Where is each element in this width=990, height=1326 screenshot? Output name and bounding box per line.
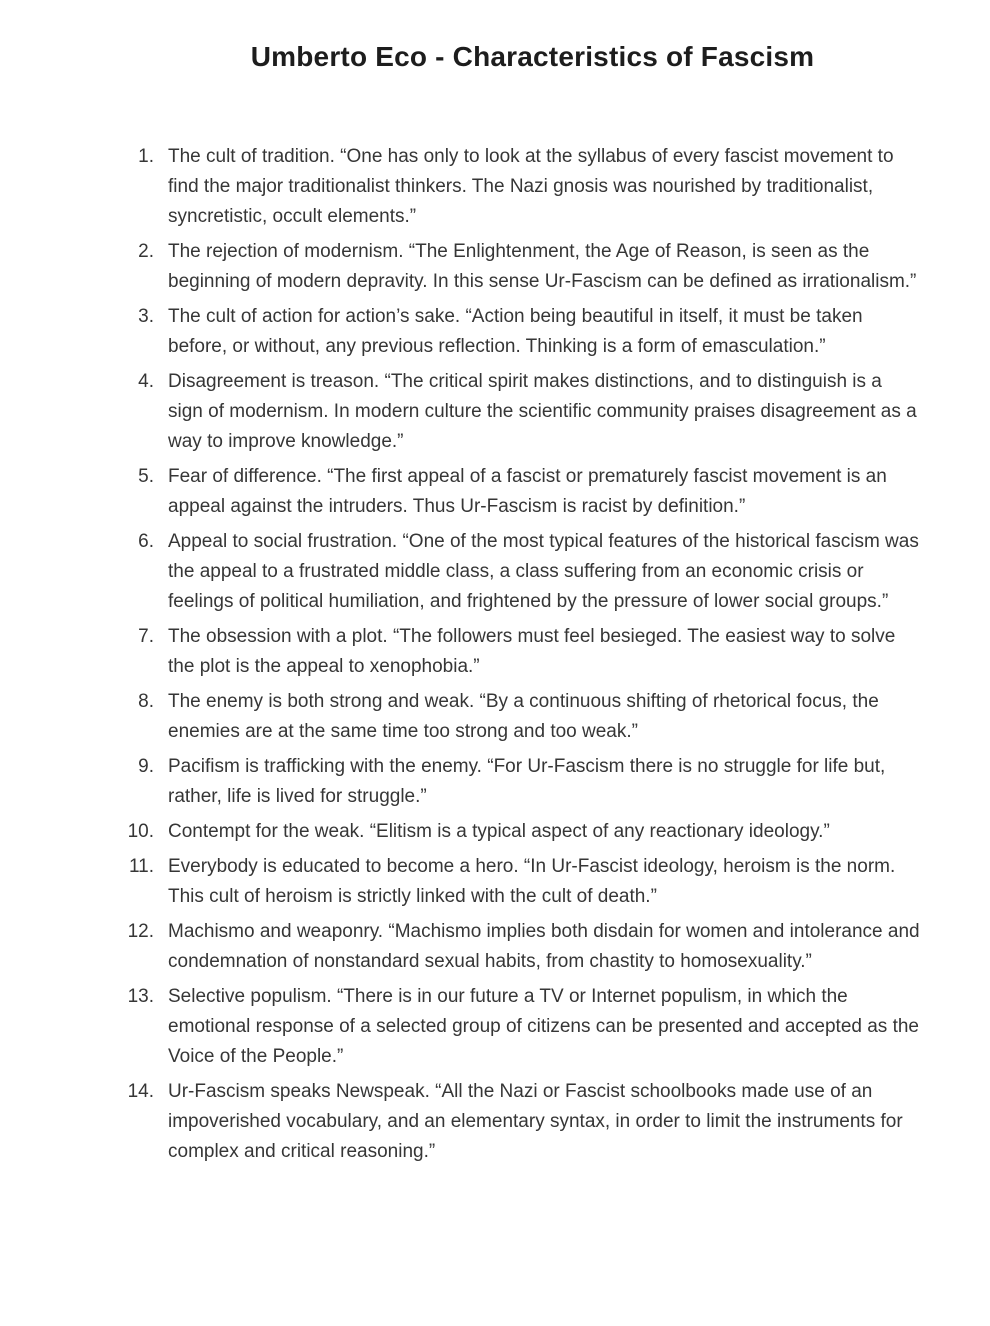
list-item-number: 8. (138, 691, 154, 712)
list-item-text: The cult of tradition. “One has only to look at the syllabus of every fascist movement to find the major traditionalist thinkers. The Nazi gnosis was nourished by traditionalist, syncretistic, occult elements.” (168, 146, 894, 227)
list-item (122, 142, 990, 232)
list-item (122, 462, 990, 522)
page-title: Umberto Eco - Characteristics of Fascism (250, 41, 815, 72)
list-item-number: 4. (138, 371, 154, 392)
list-item (122, 817, 990, 847)
list-item-text: Selective populism. “There is in our future a TV or Internet populism, in which the emotional response of a selected group of citizens can be presented and accepted as the Voice of the People.” (168, 986, 919, 1067)
list-item-number: 14. (127, 1081, 154, 1102)
list-item-text: Ur-Fascism speaks Newspeak. “All the Nazi or Fascist schoolbooks made use of an impoverished vocabulary, and an elementary syntax, in order to limit the instruments for complex and critical reasoning.” (168, 1081, 903, 1162)
list-item-number: 12. (127, 921, 154, 942)
list-item-text: Fear of difference. “The first appeal of a fascist or prematurely fascist movement is an appeal against the intruders. Thus Ur-Fascism is racist by definition.” (168, 466, 887, 517)
list-item-text: The enemy is both strong and weak. “By a continuous shifting of rhetorical focus, the enemies are at the same time too strong and too weak.” (168, 691, 879, 742)
list-item (122, 752, 990, 812)
list-item-number: 11. (128, 856, 154, 877)
list-item (122, 982, 990, 1072)
list-item-text: The rejection of modernism. “The Enlightenment, the Age of Reason, is seen as the beginning of modern depravity. In this sense Ur-Fascism can be defined as irrationalism.” (168, 241, 917, 292)
list-item (122, 302, 990, 362)
list-item (122, 917, 990, 977)
list-item-text: Pacifism is trafficking with the enemy. “For Ur-Fascism there is no struggle for life but, rather, life is lived for struggle.” (168, 756, 886, 807)
list-item (122, 367, 990, 457)
list-item-text: The obsession with a plot. “The followers must feel besieged. The easiest way to solve the plot is the appeal to xenophobia.” (168, 626, 896, 677)
list-item-number: 2. (138, 241, 154, 262)
list-item-number: 7. (138, 626, 154, 647)
list-item (122, 237, 990, 297)
list-item-number: 1. (138, 146, 154, 167)
list-item (122, 852, 990, 912)
list-item-text: Everybody is educated to become a hero. “In Ur-Fascist ideology, heroism is the norm. This cult of heroism is strictly linked with the cult of death.” (168, 856, 896, 907)
list-item-text: Machismo and weaponry. “Machismo implies both disdain for women and intolerance and condemnation of nonstandard sexual habits, from chastity to homosexuality.” (168, 921, 920, 972)
list-item-number: 3. (138, 306, 154, 327)
list-item-number: 6. (138, 531, 154, 552)
list-item-text: Appeal to social frustration. “One of the most typical features of the historical fascism was the appeal to a frustrated middle class, a class suffering from an economic crisis or feelings of political humiliation, and frightened by the pressure of lower social groups.” (168, 531, 919, 612)
numbered-list (0, 142, 990, 1167)
list-item (122, 527, 990, 617)
list-item (122, 687, 990, 747)
list-item-number: 13. (127, 986, 154, 1007)
list-item (122, 1077, 990, 1167)
list-item-text: Contempt for the weak. “Elitism is a typical aspect of any reactionary ideology.” (168, 821, 830, 842)
list-item-text: Disagreement is treason. “The critical spirit makes distinctions, and to distinguish is a sign of modernism. In modern culture the scientific community praises disagreement as a way to improve knowledge.” (168, 371, 917, 452)
list-item-number: 10. (127, 821, 154, 842)
list-item-number: 5. (138, 466, 154, 487)
list-item (122, 622, 990, 682)
list-item-text: The cult of action for action’s sake. “Action being beautiful in itself, it must be taken before, or without, any previous reflection. Thinking is a form of emasculation.” (168, 306, 863, 357)
list-item-number: 9. (138, 756, 154, 777)
